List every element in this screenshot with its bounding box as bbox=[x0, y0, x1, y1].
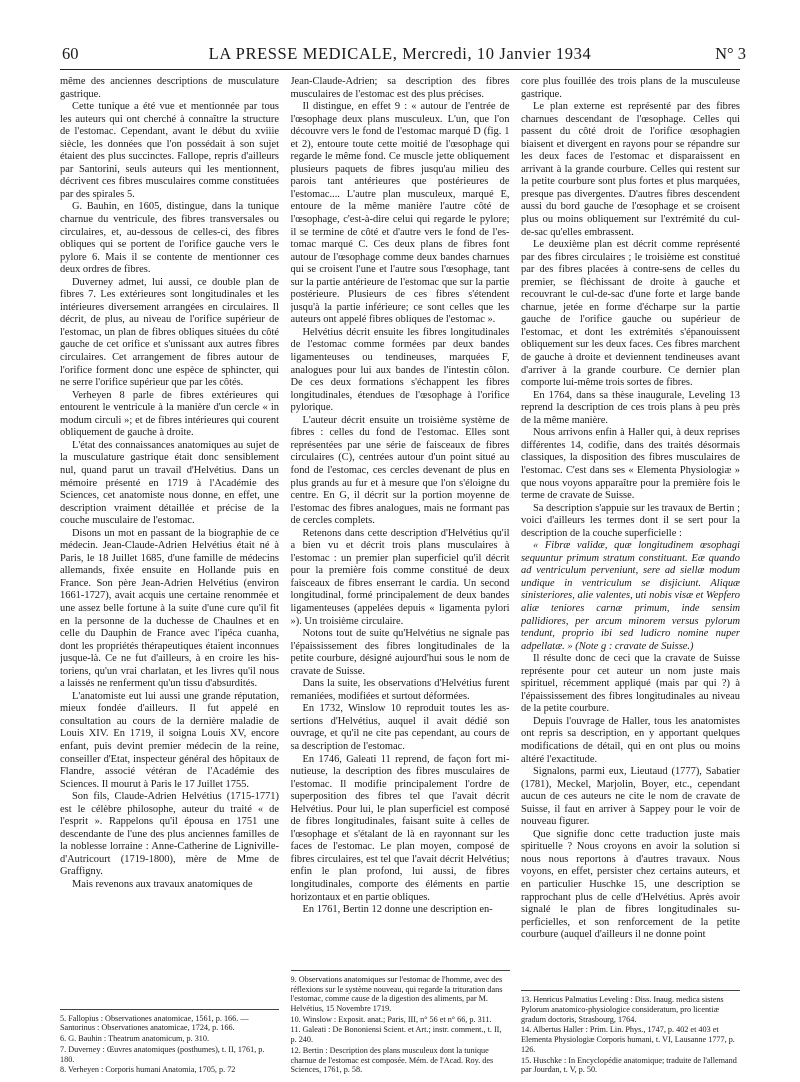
column-3-body bbox=[521, 76, 740, 986]
column-2 bbox=[291, 76, 510, 1076]
paragraph: L'état des connaissances anatomiques au sujet de la musculature gastrique était donc sensiblement nul, quand parut un travail d'Helvétius. Dans un mémoire présenté en 1719 à l'Académie des Sciences, cet anatomiste nous donne, en effet, une description vraiment détaillée et précise de la couche musculaire de l'estomac. bbox=[60, 439, 279, 527]
column-1-footnotes bbox=[60, 1009, 279, 1076]
footnote: 7. Duverney : Œuvres anatomiques (posthumes), t. II, 1761, p. 180. bbox=[60, 1044, 265, 1064]
page-header bbox=[40, 44, 760, 68]
paragraph: Que signifie donc cette traduction juste mais spirituelle ? Nous croyons en avoir la solution si nous nous reportons à d'autres travaux. Nous voyons, en effet, persister chez certains auteurs, et en particulier Huschke 15, une description se rapprochant plus de celle d'Helvétius. Après avoir signalé le plan de fibres longitudinales superficielles, et son renforcement de la petite courbure (auquel d'ailleurs il ne donne point bbox=[521, 828, 740, 941]
paragraph: Sa description s'appuie sur les travaux de Bertin ; voici d'ailleurs les termes dont il se sert pour la description de la couche superficielle : bbox=[521, 502, 740, 539]
footnote: 11. Galeati : De Bononiensi Scient. et Art.; instr. comment., t. II, p. 240. bbox=[290, 1025, 502, 1045]
paragraph: En 1761, Bertin 12 donne une description en- bbox=[302, 904, 493, 916]
paragraph: L'auteur décrit ensuite un troisième système de fibres : celles du fond de l'estomac. Elles sont représentées par une série de faisceaux de fibres circulaires (C), centrées autour d'un point situé au fond de l'estomac, ces cercles devenant de plus en plus grands au fur et à mesure que l'on s'éloigne du centre. En G, il décrit sur la portion moyenne de l'estomac des fibres analogues, mais ne formant pas de cercles complets. bbox=[290, 414, 510, 527]
paragraph: En 1764, dans sa thèse inaugurale, Leveling 13 reprend la description de ces trois plans à peu près de la même manière. bbox=[521, 389, 740, 426]
column-3-footnotes bbox=[521, 990, 740, 1076]
paragraph: Il distingue, en effet 9 : « autour de l'entrée de l'œsophage deux plans musculeux. L'un, que l'on découvre vers le fond de l'estomac marqué D (fig. 1 et 2), entoure toute cette moitié de l'œsophage qui regarde le même fond. Ce muscle jette obliquement plusieurs paquets de fibres jusqu'au milieu des parois tant antérieures que postérieures de l'estomac.... L'autre plan musculeux, marqué E, entoure de la même manière l'autre côté de l'œsophage, c'est-à-dire celui qui regarde le pylore; il se termine de côté et d'autre vers le fond de l'estomac marqué C. Ces deux plans de fibres font autour de l'œsophage comme deux bandes charnues qui se croisent l'une et l'autre sous l'œsophage, tant sur la partie antérieure de l'estomac que sur la partie postérieure. Plusieurs de ces fibres s'étendent jusqu'à la partie inférieure; ce sont celles que les auteurs ont appelé fibres obliques de l'estomac ». bbox=[290, 101, 510, 326]
paragraph: Notons tout de suite qu'Helvétius ne signale pas l'épaississement des fibres longitudinales de la petite courbure, désigné aujourd'hui sous le nom de cravate de Suisse. bbox=[290, 628, 510, 677]
column-2-footnotes bbox=[291, 970, 510, 1076]
paragraph: L'anatomiste eut lui aussi une grande réputation, mieux fondée d'ailleurs. Il fut appelé en consultation au cours de la dernière maladie de Louis XIV. En 1719, il soigna Louis XV, encore enfant, puis devint premier médecin de la reine, conseiller d'Etat, inspecteur général des hôpitaux de Flandre, associé vétéran de l'Académie des Sciences. Il mourut à Paris le 17 Juillet 1755. bbox=[60, 690, 279, 790]
text-columns bbox=[60, 76, 740, 1076]
paragraph: « Fibræ validæ, quæ longitudinem œsophagi sequuntur primum stratum constituant. Eæ quando ad ventriculum perveniunt, sere ad siellæ modum undique in ventriculum se disjiciunt. Aliquæ sinisteriores, alie valentes, uti nobis visæ et Wepfero aliæ teniores carnæ primum, inde sensim pallidiores, per arcum minorem versus pylorum tendunt, proprio ibi sed ludicro nomine nuper adpellatæ. » (Note g : cravate de Suisse.) bbox=[521, 540, 740, 652]
column-1-body bbox=[60, 76, 279, 1005]
footnote: 12. Bertin : Description des plans musculeux dont la tunique charnue de l'estomac est composée. Mém. de l'Acad. Roy. des Sciences, 1761, p. 58. bbox=[290, 1045, 494, 1075]
paragraph: Le plan externe est représenté par des fibres charnues descendant de l'œsophage. Celles qui passent du côté droit de l'orifice œsophagien biaisent et divergent en rayons pour se répandre sur les deux faces de l'estomac et disparaissent en arrivant à la grande courbure. Celles qui restent sur la petite courbure sont plus fortes et plus marquées, presque pas divergentes. D'autres fibres descendent aussi du bord gauche de l'œsophage et se croisent plus ou moins obliquement sur l'extrémité du cul-de-sac qu'elles embrassent. bbox=[521, 101, 740, 238]
paragraph: même des anciennes descriptions de musculature gastrique. bbox=[60, 76, 279, 100]
paragraph: Verheyen 8 parle de fibres extérieures qui entourent le ventricule à la manière d'un cercle « in modum circuli »; et de fibres intérieures qui courent obliquement de gauche à droite. bbox=[60, 389, 279, 439]
column-2-body bbox=[291, 76, 510, 966]
footnote: 10. Winslow : Exposit. anat.; Paris, III, n° 56 et n° 66, p. 311. bbox=[290, 1014, 492, 1024]
page-number: 60 bbox=[62, 44, 79, 63]
header-rule bbox=[60, 69, 740, 70]
journal-title: LA PRESSE MEDICALE, Mercredi, 10 Janvier 1934 bbox=[208, 44, 592, 63]
column-1 bbox=[60, 76, 279, 1076]
issue-number: N° 3 bbox=[715, 44, 746, 63]
paragraph: core plus fouillée des trois plans de la musculeuse gastrique. bbox=[521, 76, 740, 100]
paragraph: Dans la suite, les observations d'Helvétius furent remaniées, modifiées et surtout déformées. bbox=[290, 678, 510, 702]
paragraph: Il résulte donc de ceci que la cravate de Suisse représente pour cet auteur un nom juste mais spirituel, récemment appliqué (mais par qui ?) à l'épaississement des fibres longitudinales au niveau de la petite courbure. bbox=[521, 653, 740, 715]
paragraph: Signalons, parmi eux, Lieutaud (1777), Sabatier (1781), Meckel, Marjolin, Boyer, etc., cependant aucun de ces auteurs ne cite le nom de cravate de Suisse, il faut en arriver à Sappey pour le voir de nouveau figurer. bbox=[521, 766, 740, 828]
paragraph: Depuis l'ouvrage de Haller, tous les anatomistes ont repris sa description, en y apportant quelques modifications de détail, qui en ont plus ou moins altéré l'exactitude. bbox=[521, 715, 740, 765]
paragraph: En 1746, Galeati 11 reprend, de façon fort minutieuse, la description des fibres musculaires de l'estomac. Il modifie principalement l'ordre de superposition des fibres tel que l'avait décrit Helvétius. Pour lui, le plan superficiel est composé de fibres longitudinales, faisant suite à celles de l'œsophage et s'étalant de là en rayonnant sur les faces de l'estomac. Le plan moyen, composé de fibres circulaires, est tel que l'avait décrit Helvétius; enfin le plan profond, lui aussi, de fibres longitudinales, comporte des éléments en partie horizontaux et en partie obliques. bbox=[290, 753, 510, 903]
paragraph: Disons un mot en passant de la biographie de ce médecin. Jean-Claude-Adrien Helvétius était né à Paris, le 18 Juillet 1685, d'une famille de médecins allemands, fixée ensuite en Hollande puis en France. Son père Jean-Adrien Helvétius (environ 1661-1727), avait acquis une certaine renommée et une assez belle fortune à la suite d'une cure qu'il fit en la personne de la duchesse de Chaulnes et en celle du Dauphin de France avec l'ipéca cuanha, dont les propriétés thérapeutiques étaient inconnues jusque-là. Ce ne fut d'ailleurs, à en croire les historiens, qu'un vrai charlatan, et les livres qu'il nous a laissés ne renferment qu'un tissu d'absurdités. bbox=[60, 527, 279, 690]
footnote: 5. Fallopius : Observationes anatomicae, 1561, p. 166. — Santorinus : Observationes anatomicae, 1724, p. 166. bbox=[60, 1013, 249, 1033]
paragraph: Nous arrivons enfin à Haller qui, à deux reprises différentes 14, codifie, dans des traités désormais classiques, la disposition des fibres musculaires de l'estomac. C'est dans ses « Elementa Physiologiæ » que nous voyons apparaître pour la première fois le terme de cravate de Suisse. bbox=[521, 427, 740, 502]
paragraph: Mais revenons aux travaux anatomiques de bbox=[72, 879, 253, 890]
paragraph: Cette tunique a été vue et mentionnée par tous les auteurs qui ont cherché à connaître la structure de l'estomac. Cependant, avant le début du xviiie siècle, les données que l'on possédait à son sujet étaient des plus succinctes. Fallope, repris d'ailleurs par Santorini, seuls auteurs qui les mentionnent, décrivent ces fibres musculaires comme constituées par des spirales 5. bbox=[60, 101, 279, 200]
column-3 bbox=[521, 76, 740, 1076]
footnote: 13. Henricus Palmatius Leveling : Diss. Inaug. medica sistens Pylorum anatomico-physiologice consideratum, pro licentiæ gradum doctoris, Strasbourg, 1764. bbox=[521, 995, 724, 1024]
footnote: 14. Albertus Haller : Prim. Lin. Phys., 1747, p. 402 et 403 et Elementa Physiologiæ Corporis humani, t. VI, Lausanne 1777, p. 126. bbox=[521, 1025, 735, 1054]
paragraph: Duverney admet, lui aussi, ce double plan de fibres 7. Les extérieures sont longitudinales et les intérieures diversement arrangées en circulaires. Il décrit, de plus, au niveau de l'orifice supérieur de l'estomac, un plan de fibres obliques situées du côté gauche de cet orifice et s'unissant aux autres fibres circulaires. Cet arrangement de fibres autour de l'orifice forment donc une espèce de sphincter, qui ne serre l'orifice supérieur que par les côtés. bbox=[60, 276, 279, 389]
paragraph: Jean-Claude-Adrien; sa description des fibres musculaires de l'estomac est des plus précises. bbox=[290, 76, 510, 100]
paragraph: G. Bauhin, en 1605, distingue, dans la tunique charnue du ventricule, des fibres transversales ou circulaires, et, au-dessous de celles-ci, des fibres obliques qui se portent de l'orifice gauche vers le pylore 6. Mais il se contente de mentionner ces deux ordres de fibres. bbox=[60, 201, 279, 276]
paragraph: Le deuxième plan est décrit comme représenté par des fibres circulaires ; le troisième est constitué par des fibres placées à contre-sens de celles du premier, se fléchissant de droite à gauche et recouvrant le cul-de-sac d'une forte et large bande charnue, jetée en forme d'écharpe sur la partie gauche de l'orifice gauche ou supérieur de l'estomac, et dont les extrémités s'épanouissent obliquement sur les deux faces. Ces fibres marchent de gauche à droite et deviennent tendineuses avant d'arriver à la grande courbure. Ce dernier plan comporte lui-même trois sortes de fibres. bbox=[521, 239, 740, 389]
paragraph: Helvétius décrit ensuite les fibres longitudinales de l'estomac comme formées par deux bandes ligamenteuses ou tendineuses, marquées F, analogues pour lui aux bandes de l'intestin côlon. De ces deux formations s'échappent les fibres longitudinales, étendues de l'œsophage à l'orifice pylorique. bbox=[290, 326, 510, 414]
footnote: 9. Observations anatomiques sur l'estomac de l'homme, avec des réflexions sur le système nouveau, qui regarde la trituration dans l'estomac, comme cause de la digestion des aliments, par M. Helvétius, 15 Novembre 1719. bbox=[290, 974, 503, 1014]
footnote: 8. Verheyen : Corporis humani Anatomia, 1705, p. 72 bbox=[60, 1065, 236, 1075]
paragraph: En 1732, Winslow 10 reproduit toutes les assertions d'Helvétius, auquel il avait dédié son ouvrage, et qu'il ne cite pas cependant, au cours de sa description de l'estomac. bbox=[290, 703, 510, 752]
paragraph: Retenons dans cette description d'Helvétius qu'il a bien vu et décrit trois plans musculaires à l'estomac : un premier plan superficiel qu'il décrit pour la première fois comme constitué de deux faisceaux de fibres enserrant le cardia. Un second longitudinal, formé principalement de deux bandes ligamenteuses (appelées depuis « ligamenta pylori »). Un troisième circulaire. bbox=[290, 527, 510, 627]
footnote: 6. G. Bauhin : Theatrum anatomicum, p. 310. bbox=[60, 1034, 210, 1044]
paragraph: Son fils, Claude-Adrien Helvétius (1715-1771) est le célèbre philosophe, auteur du traité « de l'esprit ». Rappelons qu'il épousa en 1751 une descendante de l'une des plus anciennes familles de la noblesse lorraine : Anne-Catherine de Ligniville-d'Autricourt (1719-1800), mère de Mme de Graffigny. bbox=[60, 791, 279, 878]
footnote: 15. Huschke : In Encyclopédie anatomique; traduite de l'allemand par Jourdan, t. V, p. 50. bbox=[521, 1055, 737, 1075]
